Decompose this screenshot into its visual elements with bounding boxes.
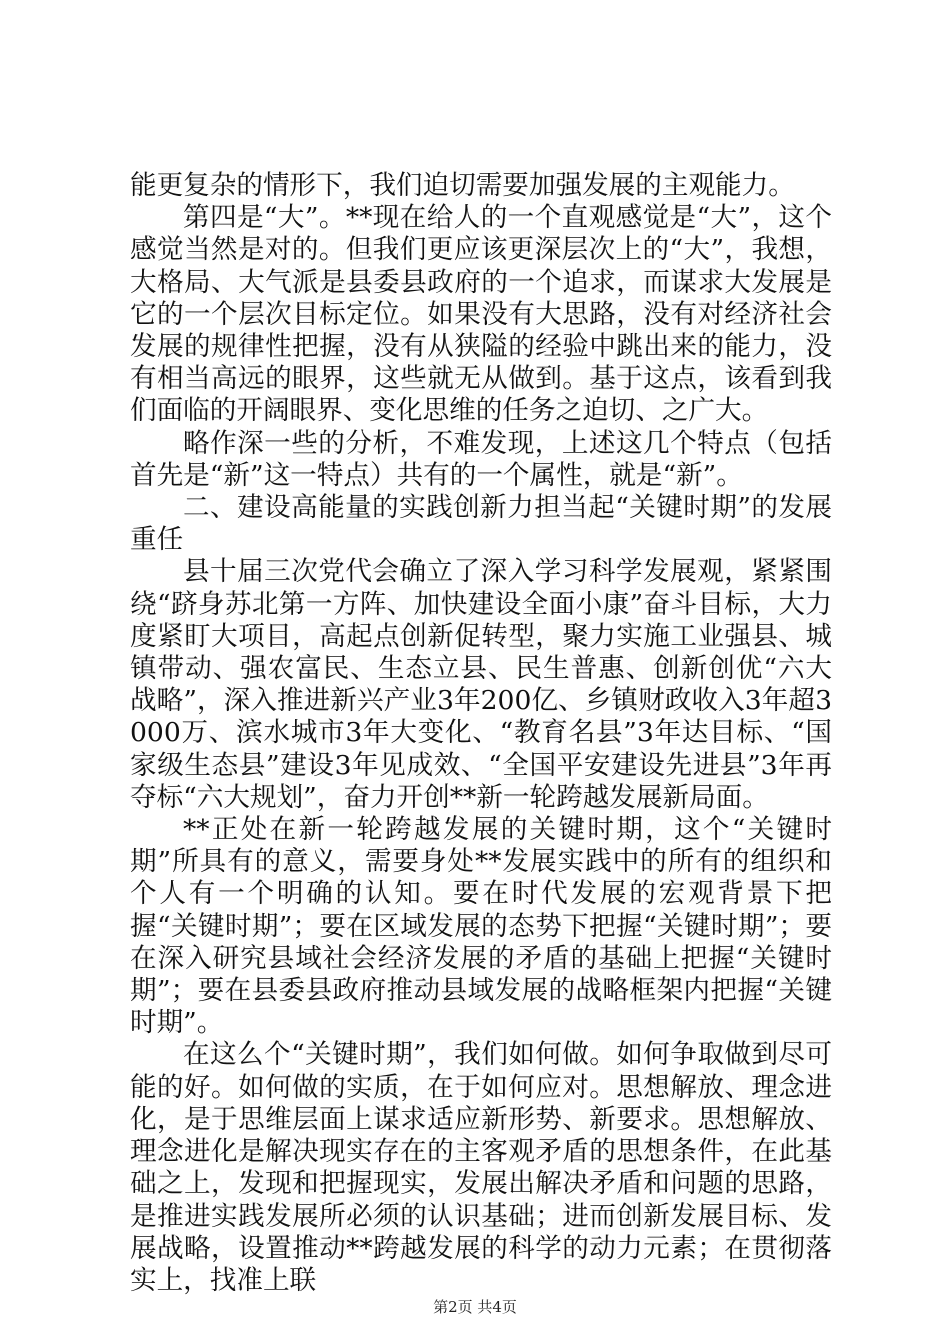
document-body [130, 170, 832, 1297]
paragraph: 县十届三次党代会确立了深入学习科学发展观，紧紧围绕“跻身苏北第一方阵、加快建设全面小康”奋斗目标，大力度紧盯大项目，高起点创新促转型，聚力实施工业强县、城镇带动、强农富民、生态立县、民生普惠、创新创优“六大战略”，深入推进新兴产业3年200亿、乡镇财政收入3年超3000万、滨水城市3年大变化、“教育名县”3年达目标、“国家级生态县”建设3年见成效、“全国平安建设先进县”3年再夺标“六大规划”，奋力开创**新一轮跨越发展新局面。 [130, 556, 832, 813]
paragraph: 能更复杂的情形下，我们迫切需要加强发展的主观能力。 [130, 170, 795, 201]
paragraph: 第四是“大”。**现在给人的一个直观感觉是“大”，这个感觉当然是对的。但我们更应该更深层次上的“大”，我想，大格局、大气派是县委县政府的一个追求，而谋求大发展是它的一个层次目标定位。如果没有大思路，没有对经济社会发展的规律性把握，没有从狭隘的经验中跳出来的能力，没有相当高远的眼界，这些就无从做到。基于这点，该看到我们面临的开阔眼界、变化思维的任务之迫切、之广大。 [130, 202, 832, 427]
page-number-footer: 第2页 共4页 [433, 1298, 517, 1316]
paragraph: 略作深一些的分析，不难发现，上述这几个特点（包括首先是“新”这一特点）共有的一个属性，就是“新”。 [130, 427, 832, 491]
paragraph: **正处在新一轮跨越发展的关键时期，这个“关键时期”所具有的意义，需要身处**发展实践中的所有的组织和个人有一个明确的认知。要在时代发展的宏观背景下把握“关键时期”；要在区域发展的态势下把握“关键时期”；要在深入研究县域社会经济发展的矛盾的基础上把握“关键时期”；要在县委县政府推动县域发展的战略框架内把握“关键时期”。 [130, 814, 832, 1039]
paragraph: 在这么个“关键时期”，我们如何做。如何争取做到尽可能的好。如何做的实质，在于如何应对。思想解放、理念进化，是于思维层面上谋求适应新形势、新要求。思想解放、理念进化是解决现实存在的主客观矛盾的思想条件，在此基础之上，发现和把握现实，发展出解决矛盾和问题的思路，是推进实践发展所必须的认识基础；进而创新发展目标、发展战略，设置推动**跨越发展的科学的动力元素；在贯彻落实上，找准上联 [130, 1039, 832, 1296]
section-heading: 二、建设高能量的实践创新力担当起“关键时期”的发展重任 [130, 492, 832, 556]
